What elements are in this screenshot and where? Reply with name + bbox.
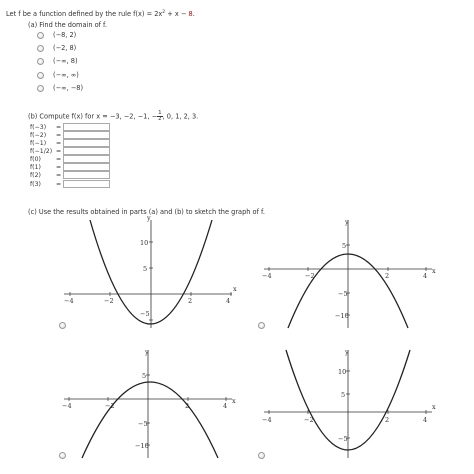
domain-option-label-3: (−∞, 8): [53, 57, 78, 65]
row-label-f-half: f(−1/2): [30, 148, 53, 155]
x-axis-label: x: [232, 397, 236, 405]
tick-label: −5: [338, 290, 348, 298]
tick-label: 2: [188, 297, 193, 305]
tick-label: −10: [135, 442, 149, 450]
answer-input-f-3[interactable]: [63, 123, 110, 131]
part-b-prompt-start: (b) Compute f(x) for x = −3, −2, −1, −: [28, 112, 158, 121]
tick-label: −5: [140, 310, 150, 318]
answer-input-f3[interactable]: [63, 180, 110, 188]
tick-label: 5: [143, 265, 148, 273]
tick-label: 4: [226, 297, 231, 305]
graph-option-2: [260, 216, 440, 331]
y-axis-label: y: [345, 218, 349, 226]
tick-label: 5: [142, 372, 147, 380]
equals-sign: =: [56, 140, 62, 147]
domain-option-radio-3[interactable]: [37, 58, 44, 65]
row-label-f3: f(3): [30, 181, 41, 188]
tick-label: −4: [262, 272, 272, 280]
row-label-f-1: f(−1): [30, 140, 47, 147]
tick-label: 2: [385, 272, 390, 280]
answer-input-f-1[interactable]: [63, 139, 110, 147]
domain-option-radio-5[interactable]: [37, 85, 44, 92]
tick-label: 10: [338, 368, 347, 376]
equals-sign: =: [56, 148, 62, 155]
domain-option-label-5: (−∞, −8): [53, 84, 84, 92]
answer-input-f1[interactable]: [63, 163, 110, 171]
tick-label: −5: [338, 435, 348, 443]
rule-mid: + x −: [165, 10, 189, 19]
x-axis-label: x: [233, 285, 237, 293]
x-axis-label: x: [432, 267, 436, 275]
fraction-denominator: 2: [158, 116, 162, 122]
answer-input-f-2[interactable]: [63, 131, 110, 139]
graph-option-4: [260, 346, 440, 462]
tick-label: −2: [105, 402, 115, 410]
answer-input-f2[interactable]: [63, 171, 110, 179]
row-label-f-2: f(−2): [30, 132, 47, 139]
tick-label: 4: [223, 402, 228, 410]
equals-sign: =: [56, 172, 62, 179]
equals-sign: =: [56, 181, 62, 188]
equals-sign: =: [56, 124, 62, 131]
rule-lhs: f(x) = 2x: [133, 10, 163, 19]
tick-label: 4: [423, 416, 428, 424]
intro-prefix: Let f be a function defined by the rule: [6, 10, 134, 19]
fraction-numerator: 1: [158, 110, 162, 116]
y-axis-label: y: [345, 348, 349, 356]
y-axis-label: y: [147, 216, 151, 222]
equals-sign: =: [56, 132, 62, 139]
y-axis-label: y: [145, 348, 149, 356]
parabola-curve: [82, 382, 218, 458]
graph-option-3: [60, 346, 240, 462]
tick-label: −4: [62, 402, 72, 410]
equals-sign: =: [56, 164, 62, 171]
tick-label: −4: [262, 416, 272, 424]
rule-end: .: [192, 10, 195, 19]
tick-label: 5: [341, 391, 346, 399]
part-a-prompt: (a) Find the domain of f.: [28, 21, 107, 29]
tick-label: −10: [335, 312, 349, 320]
tick-label: −2: [304, 416, 314, 424]
equals-sign: =: [56, 156, 62, 163]
domain-option-radio-2[interactable]: [37, 45, 44, 52]
domain-option-label-2: (−2, 8): [53, 44, 77, 52]
tick-label: 4: [423, 272, 428, 280]
domain-option-label-4: (−∞, ∞): [53, 71, 79, 79]
tick-label: −4: [64, 297, 74, 305]
tick-label: −5: [138, 420, 148, 428]
domain-option-radio-1[interactable]: [37, 32, 44, 39]
tick-label: 5: [342, 242, 347, 250]
domain-option-label-1: (−8, 2): [53, 31, 77, 39]
tick-label: 2: [385, 416, 390, 424]
row-label-f2: f(2): [30, 172, 41, 179]
row-label-f0: f(0): [30, 156, 41, 163]
row-label-f1: f(1): [30, 164, 41, 171]
problem-statement: [6, 10, 195, 18]
part-b-prompt: [28, 111, 198, 122]
tick-label: −2: [104, 297, 114, 305]
x-axis-label: x: [432, 403, 436, 411]
tick-label: 10: [140, 239, 149, 247]
answer-input-f-half[interactable]: [63, 147, 110, 155]
part-b-prompt-end: , 0, 1, 2, 3.: [162, 112, 199, 121]
tick-label: −2: [305, 272, 315, 280]
tick-label: 2: [185, 402, 190, 410]
graph-option-1: [60, 216, 240, 331]
rule-exponent: 2: [162, 10, 166, 15]
answer-input-f0[interactable]: [63, 155, 110, 163]
row-label-f-3: f(−3): [30, 124, 47, 131]
part-c-prompt: (c) Use the results obtained in parts (a) and (b) to sketch the graph of f.: [28, 208, 265, 216]
rule-constant: 8: [188, 10, 193, 19]
domain-option-radio-4[interactable]: [37, 72, 44, 79]
